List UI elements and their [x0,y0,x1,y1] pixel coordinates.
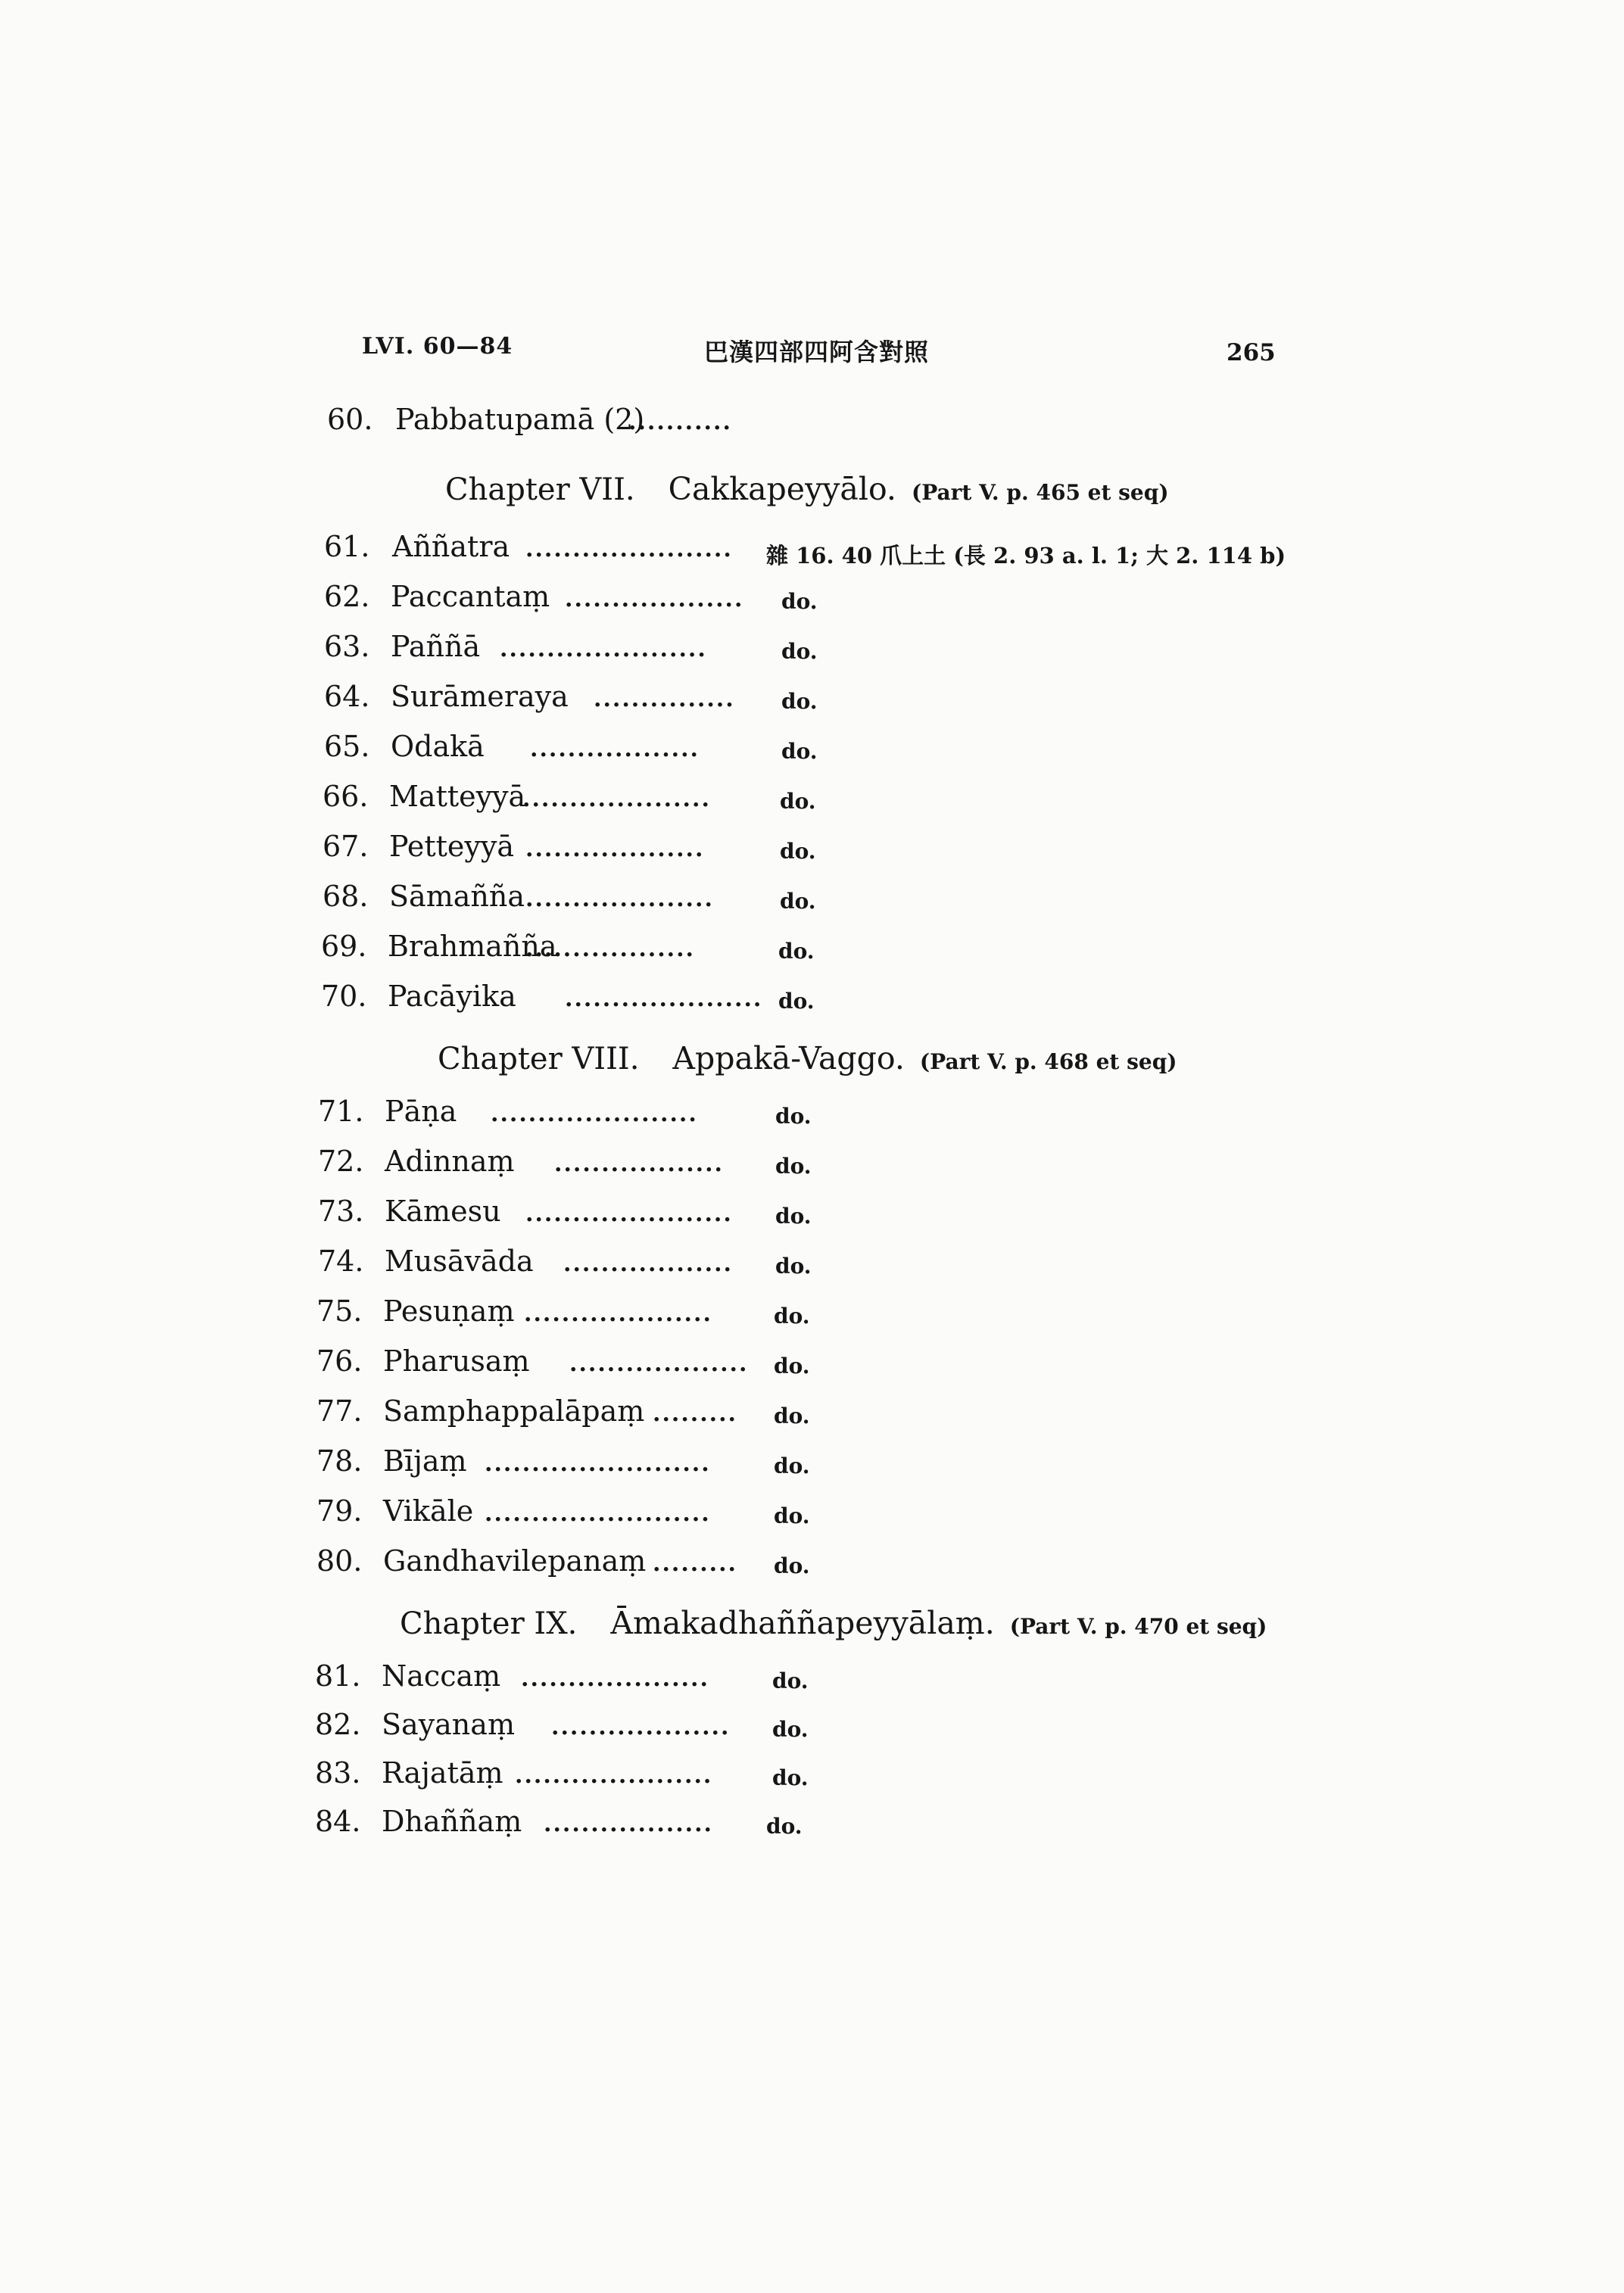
page-number: 265 [1227,339,1276,366]
chapter-title: Appakā-Vaggo. [672,1040,905,1076]
ditto-ref: do. [775,1204,812,1229]
list-item [318,1145,924,1193]
entry-number: 79. [316,1494,363,1528]
entry-title: Petteyyā [389,830,514,863]
list-item [321,980,927,1028]
ditto-ref: do. [780,889,816,914]
entry-number: 78. [316,1444,363,1478]
entry-title: Odakā [391,730,485,763]
leader-dots: .................... [524,1301,712,1327]
running-title: 巴漢四部四阿含對照 [704,338,930,366]
leader-dots: .................... [522,786,711,812]
list-item [318,1195,924,1243]
chapter-part-ref: (Part V. p. 468 et seq) [919,1049,1177,1074]
page-header [0,327,1624,372]
entry-title: Brahmañña [388,930,557,963]
ditto-ref: do. [775,1104,812,1129]
list-item [315,1805,921,1853]
leader-dots: .................. [530,736,700,762]
chapter-heading [445,471,1169,507]
list-item [324,730,930,778]
entry-title: Musāvāda [385,1245,534,1278]
entry-title: Dhaññaṃ [382,1805,522,1838]
leader-dots: ...................... [525,1201,733,1227]
leader-dots: ................... [551,1714,731,1740]
chapter-label: Chapter IX. [400,1606,578,1641]
leader-dots: ...................... [491,1101,698,1127]
entry-number: 82. [315,1708,361,1741]
list-item [321,930,927,978]
leader-dots: ......... [653,1400,737,1427]
ditto-ref: do. [774,1354,810,1379]
ditto-ref: do. [781,689,818,714]
entry-title: Matteyyā [389,780,526,813]
leader-dots: ...................... [525,536,733,562]
chapter-heading [400,1605,1267,1641]
entry-number: 75. [316,1294,363,1328]
entry-number: 83. [315,1756,361,1790]
leader-dots: ...................... [500,636,707,662]
leader-dots: .................. [554,1151,724,1177]
entry-number: 64. [324,680,370,713]
list-item [324,580,930,628]
leader-dots: .................. [525,936,695,962]
entry-title: Rajatāṃ [382,1756,503,1790]
entry-number: 72. [318,1145,364,1178]
entry-title: Vikāle [383,1494,474,1528]
entry-number: 80. [316,1544,363,1578]
list-item [315,1708,921,1756]
entry-number: 84. [315,1805,361,1838]
entry-title: Pharusaṃ [383,1344,530,1378]
entry-number: 61. [324,530,370,563]
leader-dots: ............... [594,686,735,712]
ditto-ref: do. [772,1717,809,1742]
chapter-title: Āmakadhaññapeyyālaṃ. [610,1605,995,1641]
ditto-ref: do. [774,1453,810,1478]
entry-number: 68. [323,880,369,913]
chapter-heading [438,1040,1177,1076]
ditto-ref: do. [781,739,818,764]
entry-title: Pesuṇaṃ [383,1294,515,1328]
entry-title: Paccantaṃ [391,580,550,613]
entry-number: 77. [316,1394,363,1428]
entry-number: 70. [321,980,367,1013]
entry-number: 60. [327,403,373,436]
leader-dots: .................... [525,886,714,912]
entry-title: Surāmeraya [391,680,569,713]
ditto-ref: do. [780,789,816,814]
leader-dots: .................. [563,1251,733,1277]
list-item [323,780,928,828]
chapter-part-ref: (Part V. p. 465 et seq) [911,480,1169,505]
entry-title: Pabbatupamā (2) [395,403,645,436]
leader-dots: ........... [628,409,732,435]
ditto-ref: do. [772,1668,809,1693]
ditto-ref: do. [774,1503,810,1528]
list-item [323,880,928,928]
ditto-ref: do. [766,1814,803,1839]
ditto-ref: do. [775,1254,812,1279]
ditto-ref: do. [780,839,816,864]
list-item [316,1294,922,1343]
ditto-ref: do. [774,1304,810,1329]
list-item [318,1095,924,1143]
entry-title: Pāṇa [385,1095,457,1128]
ditto-ref: do. [775,1154,812,1179]
list-item [315,1659,921,1708]
leader-dots: ........................ [485,1500,711,1527]
entry-number: 67. [323,830,369,863]
leader-dots: ................... [569,1351,749,1377]
entry-title: Paññā [391,630,481,663]
entry-number: 69. [321,930,367,963]
entry-title: Aññatra [392,530,510,563]
leader-dots: ..................... [565,986,763,1012]
entry-number: 65. [324,730,370,763]
chapter-part-ref: (Part V. p. 470 et seq) [1009,1614,1267,1639]
ditto-ref: do. [772,1765,809,1790]
entry-title: Kāmesu [385,1195,501,1228]
list-item [324,680,930,728]
ditto-ref: do. [774,1404,810,1428]
chapter-label: Chapter VIII. [438,1042,640,1076]
list-item [323,830,928,878]
ditto-ref: do. [781,589,818,614]
leader-dots: ................... [565,586,744,612]
entry-title: Adinnaṃ [385,1145,515,1178]
ditto-ref: do. [778,989,815,1014]
entry-number: 74. [318,1245,364,1278]
entry-number: 62. [324,580,370,613]
entry-number: 66. [323,780,369,813]
entry-number: 81. [315,1659,361,1693]
leader-dots: ........................ [485,1450,711,1477]
section-range: LVI. 60—84 [362,333,513,360]
entry-number: 76. [316,1344,363,1378]
list-item [327,403,1311,451]
entry-title: Sāmañña [389,880,525,913]
entry-number: 63. [324,630,370,663]
cross-reference: 雜 16. 40 爪上土 (長 2. 93 a. l. 1; 大 2. 114 b) [766,543,1286,569]
leader-dots: .................... [521,1665,709,1692]
ditto-ref: do. [778,939,815,964]
list-item [316,1444,922,1493]
leader-dots: ..................... [515,1762,713,1789]
list-item [316,1544,922,1593]
entry-title: Gandhavilepanaṃ [383,1544,647,1578]
entry-title: Sayanaṃ [382,1708,515,1741]
list-item [316,1394,922,1443]
leader-dots: ......... [653,1550,737,1577]
list-item [316,1494,922,1543]
entry-title: Bījaṃ [383,1444,467,1478]
chapter-title: Cakkapeyyālo. [668,471,896,507]
list-item [324,630,930,678]
leader-dots: .................. [544,1811,713,1837]
entry-title: Pacāyika [388,980,516,1013]
entry-title: Naccaṃ [382,1659,501,1693]
list-item [318,1245,924,1293]
list-item [316,1344,922,1393]
list-item [315,1756,921,1805]
ditto-ref: do. [781,639,818,664]
ditto-ref: do. [774,1553,810,1578]
list-item [324,530,1384,578]
chapter-label: Chapter VII. [445,472,635,507]
leader-dots: ................... [525,836,705,862]
entry-title: Samphappalāpaṃ [383,1394,645,1428]
entry-number: 73. [318,1195,364,1228]
entry-number: 71. [318,1095,364,1128]
